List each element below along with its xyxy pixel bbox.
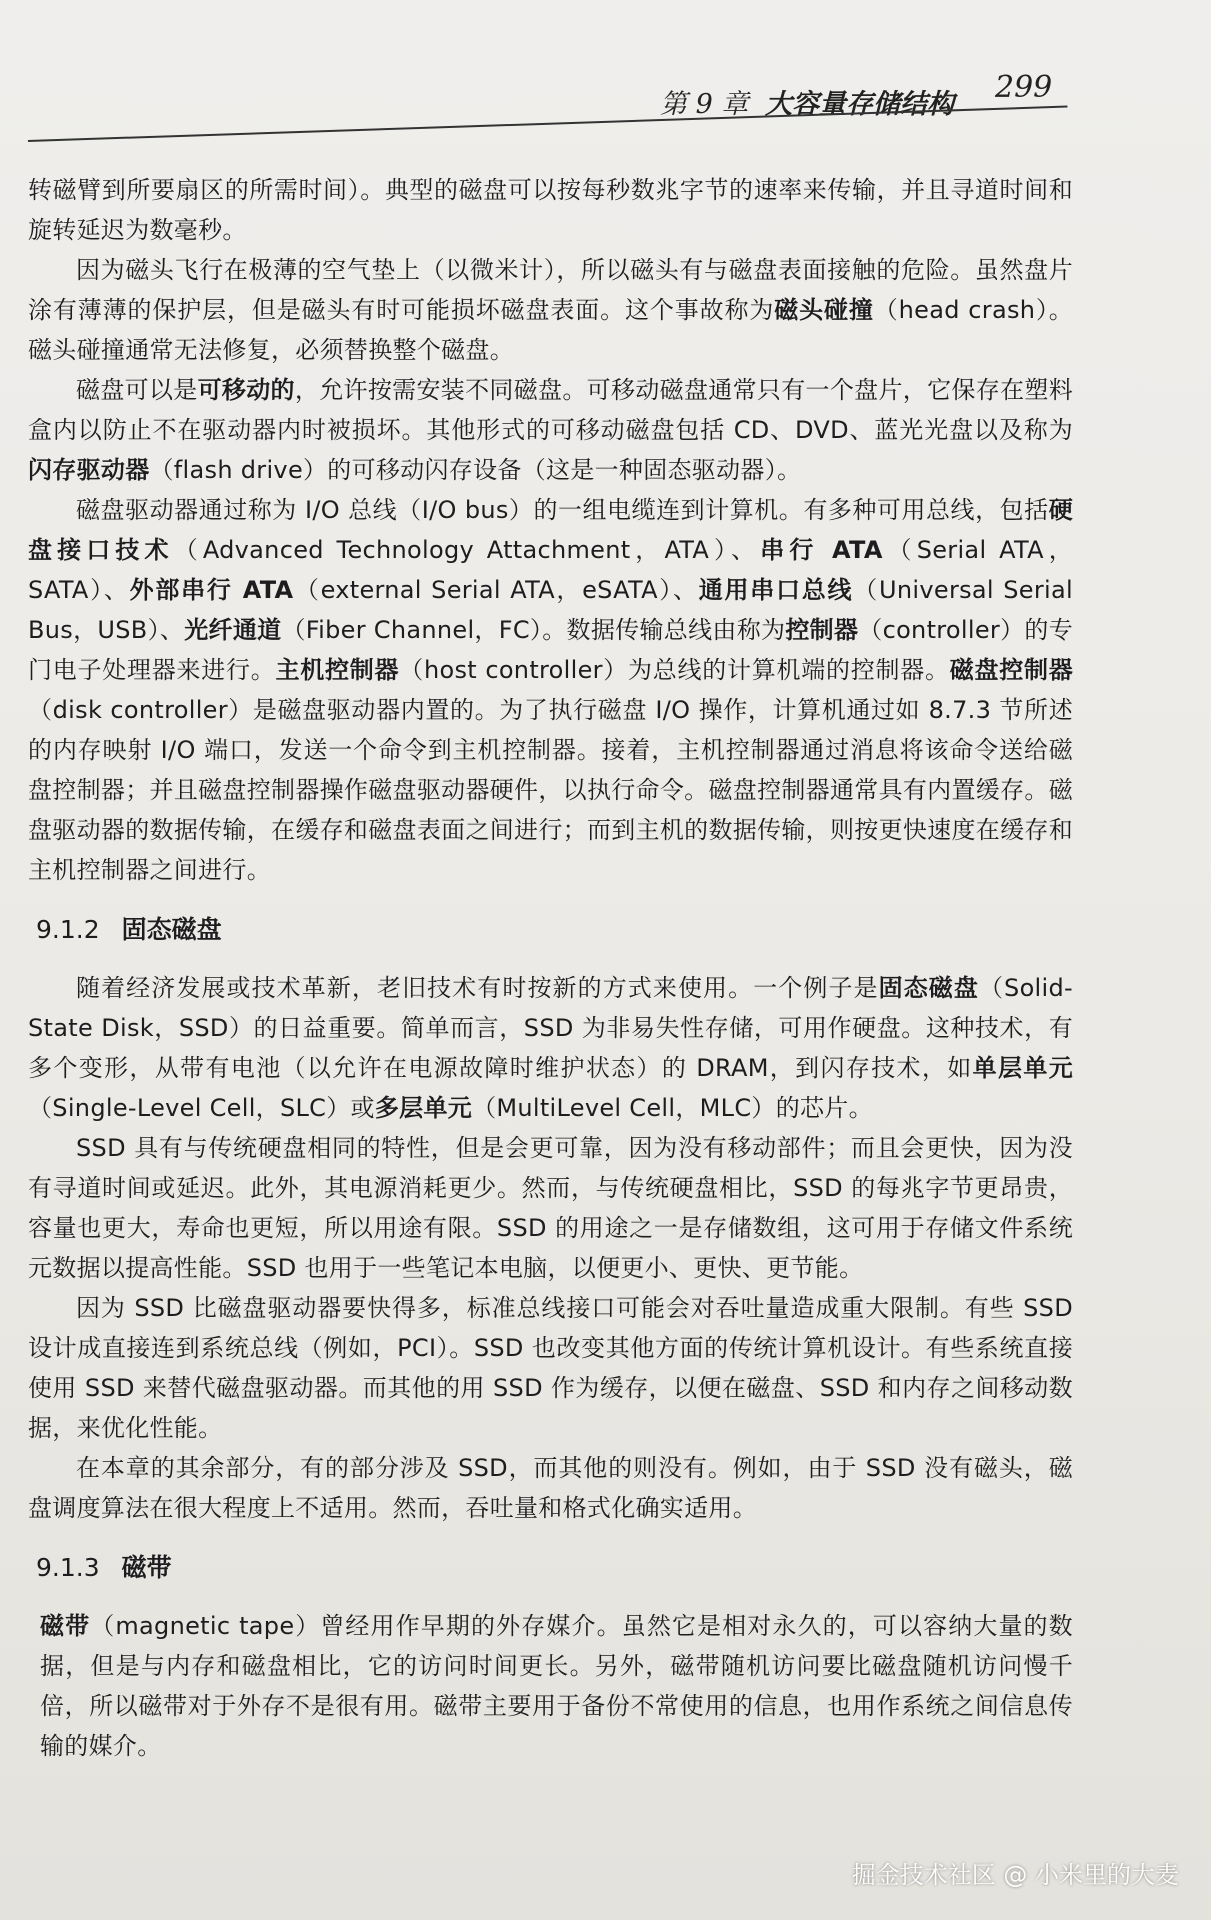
section-title: 固态磁盘 xyxy=(121,915,222,944)
chapter-label: 第 9 章 xyxy=(660,89,749,120)
text: ，允许按需安装不同磁盘。可移动磁盘通常只有一个盘片，它保存在塑料盒内以防止不在驱动器内时被损坏。其他形式的可移动磁盘包括 CD、DVD、蓝光光盘以及称为 xyxy=(28,376,1074,444)
term-ata: 硬盘接口技术 xyxy=(28,496,1073,564)
section-number: 9.1.2 xyxy=(36,915,100,944)
text: （flash drive）的可移动闪存设备（这是一种固态驱动器）。 xyxy=(149,456,802,484)
chapter-title: 大容量存储结构 xyxy=(765,89,954,120)
running-header xyxy=(640,70,1080,120)
text: 转磁臂到所要扇区的所需时间）。典型的磁盘可以按每秒数兆字节的速率来传输，并且寻道时间和旋转延迟为数毫秒。 xyxy=(28,176,1073,244)
text: （Solid-State Disk，SSD）的日益重要。简单而言，SSD 为非易失性存储，可用作硬盘。这种技术，有多个变形，从带有电池（以允许在电源故障时维护状态）的 DRAM，到闪存技术，如 xyxy=(28,974,1073,1082)
text: （Single-Level Cell，SLC）或 xyxy=(28,1094,375,1122)
term-head-crash: 磁头碰撞 xyxy=(774,296,874,324)
term-host-controller: 主机控制器 xyxy=(275,656,400,684)
text: （Advanced Technology Attachment，ATA）、 xyxy=(173,536,761,564)
body-text xyxy=(28,170,1073,1766)
term-removable: 可移动的 xyxy=(197,376,295,404)
paragraph-removable xyxy=(28,370,1073,490)
section-heading-ssd xyxy=(36,910,1073,950)
text: 随着经济发展或技术革新，老旧技术有时按新的方式来使用。一个例子是 xyxy=(76,974,879,1002)
section-number: 9.1.3 xyxy=(36,1553,100,1582)
paragraph-tape xyxy=(40,1606,1073,1766)
term-ssd: 固态磁盘 xyxy=(878,974,979,1002)
header-rule xyxy=(28,106,1067,142)
page-number: 299 xyxy=(995,70,1053,105)
site-watermark: 掘金技术社区 @ 小米里的大麦 xyxy=(851,1861,1179,1889)
text: （magnetic tape）曾经用作早期的外存媒介。虽然它是相对永久的，可以容纳大量的数据，但是与内存和磁盘相比，它的访问时间更长。另外，磁带随机访问要比磁盘随机访问慢千倍，所以磁带对于外存不是很有用。磁带主要用于备份不常使用的信息，也用作系统之间信息传输的媒介。 xyxy=(40,1612,1073,1760)
text: （host controller）为总线的计算机端的控制器。 xyxy=(399,656,950,684)
paragraph-ssd-intro xyxy=(28,968,1073,1128)
term-fiber-channel: 光纤通道 xyxy=(184,616,282,644)
term-sata: 串行 ATA xyxy=(760,536,883,564)
term-flash-drive: 闪存驱动器 xyxy=(28,456,150,484)
text: 磁盘驱动器通过称为 I/O 总线（I/O bus）的一组电缆连到计算机。有多种可用总线，包括 xyxy=(76,496,1049,524)
term-esata: 外部串行 ATA xyxy=(129,576,294,604)
term-disk-controller: 磁盘控制器 xyxy=(949,656,1074,684)
section-heading-tape xyxy=(36,1548,1073,1588)
paragraph-ssd-properties xyxy=(28,1128,1073,1288)
text: 因为磁头飞行在极薄的空气垫上（以微米计），所以磁头有与磁盘表面接触的危险。虽然盘片涂有薄薄的保护层，但是磁头有时可能损坏磁盘表面。这个事故称为 xyxy=(28,256,1073,324)
text: （external Serial ATA，eSATA）、 xyxy=(293,576,699,604)
term-mlc: 多层单元 xyxy=(374,1094,473,1122)
text: （head crash）。磁头碰撞通常无法修复，必须替换整个磁盘。 xyxy=(28,296,1074,364)
text: （controller）的专门电子处理器来进行。 xyxy=(28,616,1073,684)
text: SSD 具有与传统硬盘相同的特性，但是会更可靠，因为没有移动部件；而且会更快，因为没有寻道时间或延迟。此外，其电源消耗更少。然而，与传统硬盘相比，SSD 的每兆字节更昂贵，容量也更大，寿命也更短，所以用途有限。SSD 的用途之一是存储数组，这可用于存储文件系统元数据以提高性能。SSD 也用于一些笔记本电脑，以便更小、更快、更节能。 xyxy=(28,1134,1073,1282)
text: （Universal Serial Bus，USB）、 xyxy=(28,576,1073,644)
text: （MultiLevel Cell，MLC）的芯片。 xyxy=(472,1094,873,1122)
text: 磁盘可以是 xyxy=(76,376,198,404)
term-usb: 通用串口总线 xyxy=(698,576,854,604)
paragraph-ssd-rest xyxy=(28,1448,1073,1528)
paragraph-continued xyxy=(28,170,1073,250)
term-controller: 控制器 xyxy=(785,616,859,644)
paragraph-head-crash xyxy=(28,250,1073,370)
text: （disk controller）是磁盘驱动器内置的。为了执行磁盘 I/O 操作，计算机通过如 8.7.3 节所述的内存映射 I/O 端口，发送一个命令到主机控制器。接着，主机控制器通过消息将该命令送给磁盘控制器；并且磁盘控制器操作磁盘驱动器硬件，以执行命令。磁盘控制器通常具有内置缓存。磁盘驱动器的数据传输，在缓存和磁盘表面之间进行；而到主机的数据传输，则按更快速度在缓存和主机控制器之间进行。 xyxy=(28,696,1073,884)
paragraph-ssd-bus xyxy=(28,1288,1073,1448)
text: 在本章的其余部分，有的部分涉及 SSD，而其他的则没有。例如，由于 SSD 没有磁头，磁盘调度算法在很大程度上不适用。然而，吞吐量和格式化确实适用。 xyxy=(28,1454,1073,1522)
section-title: 磁带 xyxy=(121,1553,172,1582)
text: （Serial ATA，SATA）、 xyxy=(28,536,1073,604)
term-slc: 单层单元 xyxy=(972,1054,1073,1082)
text: （Fiber Channel，FC）。数据传输总线由称为 xyxy=(281,616,786,644)
term-magnetic-tape: 磁带 xyxy=(40,1612,91,1640)
paragraph-io-bus xyxy=(28,490,1073,890)
text: 因为 SSD 比磁盘驱动器要快得多，标准总线接口可能会对吞吐量造成重大限制。有些 SSD 设计成直接连到系统总线（例如，PCI）。SSD 也改变其他方面的传统计算机设计。有些系统直接使用 SSD 来替代磁盘驱动器。而其他的用 SSD 作为缓存，以便在磁盘、SSD 和内存之间移动数据，来优化性能。 xyxy=(28,1294,1073,1442)
